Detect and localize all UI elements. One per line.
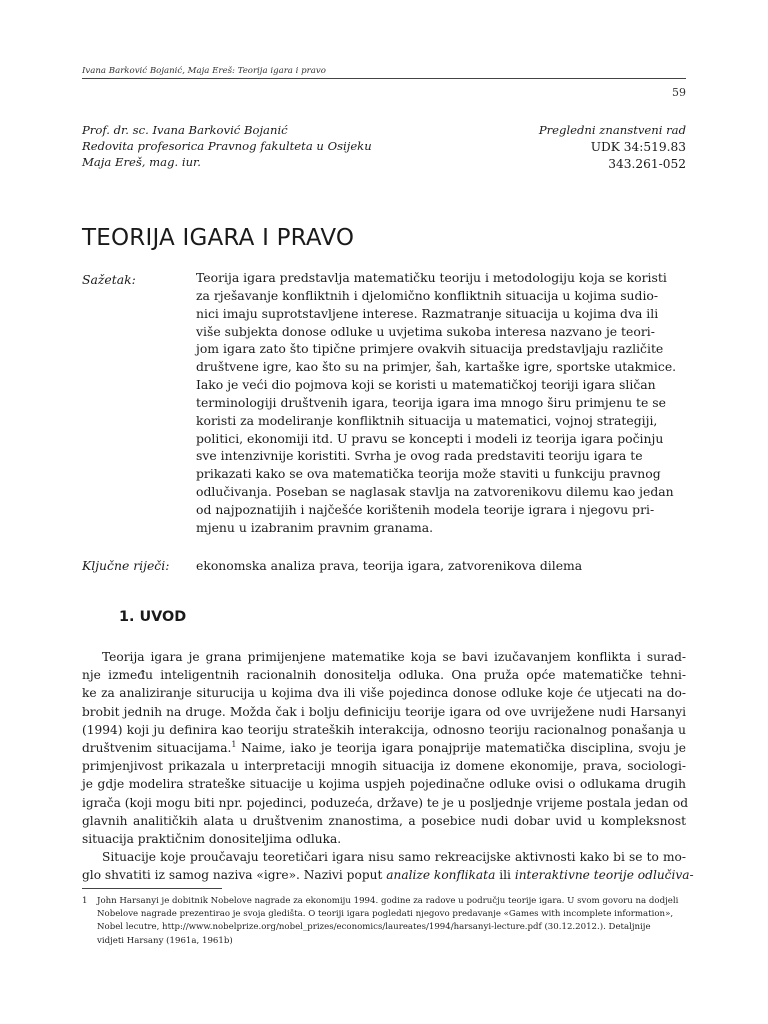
abstract-line: terminologiji društvenih igara, teorija igara ima mnogo širu primjenu te se — [196, 394, 666, 410]
abstract-line: politici, ekonomiji itd. U pravu se koncepti i modeli iz teorija igara počinju — [196, 430, 664, 446]
paragraph-line: nje između inteligentnih racionalnih donositelja odluka. Ona pruža opće matematičke tehni- — [82, 668, 686, 683]
abstract-line: odlučivanja. Poseban se naglasak stavlja na zatvorenikovu dilemu kao jedan — [196, 484, 674, 500]
author-line-2: Maja Ereš, mag. iur. — [82, 155, 201, 169]
article-title: TEORIJA IGARA I PRAVO — [82, 225, 355, 251]
abstract-line: nici imaju suprotstavljene interese. Razmatranje situacija u kojima dva ili — [196, 305, 659, 321]
body-text — [82, 648, 694, 885]
abstract-line: jom igara zato što tipične primjere ovakvih situacija predstavljaju različite — [196, 341, 664, 357]
footnote-line: John Harsanyi je dobitnik Nobelove nagrade za ekonomiju 1994. godine za radove u području teorije igara. U svom govoru na dodjeli — [97, 896, 679, 906]
section-heading: 1. UVOD — [119, 609, 187, 625]
footnote-ref[interactable]: 1 — [231, 739, 237, 749]
header-rule — [82, 78, 686, 79]
page-number: 59 — [672, 86, 686, 99]
footnote-rule — [82, 888, 222, 889]
author-line-1: Prof. dr. sc. Ivana Barković Bojanić — [82, 123, 288, 137]
running-head: Ivana Barković Bojanić, Maja Ereš: Teorija igara i pravo — [82, 66, 326, 76]
author-affiliation: Redovita profesorica Pravnog fakulteta u Osijeku — [82, 139, 372, 153]
emphasis: analize konflikata — [386, 868, 496, 883]
paragraph-fragment: glo shvatiti iz samog naziva «igre». Nazivi poput — [82, 868, 387, 883]
abstract-line: za rješavanje konfliktnih i djelomično konfliktnih situacija u kojima sudio- — [196, 287, 659, 303]
paragraph-line: (1994) koji ju definira kao teoriju strateških interakcija, odnosno teoriju racionalnog ponašanja u — [82, 722, 686, 737]
abstract-line: Teorija igara predstavlja matematičku teoriju i metodologiju koja se koristi — [196, 270, 667, 285]
abstract-line: društvene igre, kao što su na primjer, šah, kartaške igre, sportske utakmice. — [196, 359, 677, 375]
paragraph-line: glavnih analitičkih alata u društvenim znanostima, a posebice nudi dobar uvid u kompleksnost — [82, 813, 686, 828]
abstract-line: sve intenzivnije koristiti. Svrha je ovog rada predstaviti teoriju igara te — [196, 448, 643, 464]
abstract-line: Iako je veći dio pojmova koji se koristi u matematičkoj teoriji igara sličan — [196, 377, 656, 393]
paragraph-line: Situacije koje proučavaju teoretičari igara nisu samo rekreacijske aktivnosti kako bi se to mo- — [102, 850, 686, 865]
abstract-line: mjenu u izabranim pravnim granama. — [196, 519, 434, 535]
paragraph-fragment: društvenim situacijama. — [82, 741, 232, 756]
udk-code-secondary: 343.261-052 — [608, 157, 686, 171]
paragraph-line: ke za analiziranje siturucija u kojima dva ili više pojedinca donose odluke koje će utjecati na do- — [82, 686, 686, 701]
paragraph-line: brobit jednih na druge. Možda čak i bolju definiciju teorije igara od ove uvriježene nudi Harsanyi — [82, 704, 686, 719]
footnote-line[interactable]: Nobel lecutre, http://www.nobelprize.org/nobel_prizes/economics/laureates/1994/harsanyi-lecture.pdf (30.12.2012.). Detaljnije — [97, 922, 651, 933]
author-block — [82, 122, 412, 170]
paragraph-fragment: ili — [495, 868, 515, 883]
footnote-number: 1 — [82, 896, 88, 906]
abstract-text — [196, 269, 686, 537]
abstract-line: od najpoznatijih i najčešće korištenih modela teorije igrara i njegovu pri- — [196, 501, 655, 517]
paragraph-line: primjenjivost prikazala u interpretaciji mnogih situacija iz domene ekonomije, prava, sociologi- — [82, 759, 686, 774]
footnote-text — [97, 895, 686, 948]
footnote — [82, 895, 686, 948]
abstract-line: više subjekta donose odluke u uvjetima sukoba interesa nazvano je teori- — [196, 323, 655, 339]
paragraph-line-mixed — [82, 866, 694, 884]
footnote-line: Nobelove nagrade prezentirao je svoja gledišta. O teoriji igara pogledati njegovo predavanje «Games with incomplete information», — [97, 909, 674, 920]
emphasis: interaktivne teorije odlučiva- — [514, 868, 694, 883]
paragraph-line: igrača (koji mogu biti npr. pojedinci, poduzeća, države) te je u posljednje vrijeme postala jedan od — [82, 795, 689, 810]
footnote-line: vidjeti Harsany (1961a, 1961b) — [97, 935, 233, 946]
paragraph-line: je gdje modelira strateške situacije u kojima uspjeh pojedinačne odluke ovisi o odlukama drugih — [82, 777, 686, 792]
paragraph-fragment: Naime, iako je teorija igara ponajprije matematička disciplina, svoju je — [236, 741, 686, 756]
paragraph-line-with-footnote — [82, 739, 686, 757]
article-meta — [436, 122, 686, 173]
udk-code: UDK 34:519.83 — [590, 140, 686, 154]
keywords-text: ekonomska analiza prava, teorija igara, zatvorenikova dilema — [196, 558, 583, 573]
paragraph-line: Teorija igara je grana primijenjene matematike koja se bavi izučavanjem konflikta i surad- — [102, 650, 686, 664]
abstract-label: Sažetak: — [82, 272, 136, 287]
abstract-line: prikazati kako se ova matematička teorija može staviti u funkciju pravnog — [196, 466, 661, 482]
keywords-label: Ključne riječi: — [82, 558, 170, 573]
paragraph-line: situacija praktičnim donositeljima odluka. — [82, 832, 342, 847]
abstract-line: koristi za modeliranje konfliktnih situacija u matematici, vojnoj strategiji, — [196, 412, 658, 428]
article-type: Pregledni znanstveni rad — [538, 123, 686, 137]
